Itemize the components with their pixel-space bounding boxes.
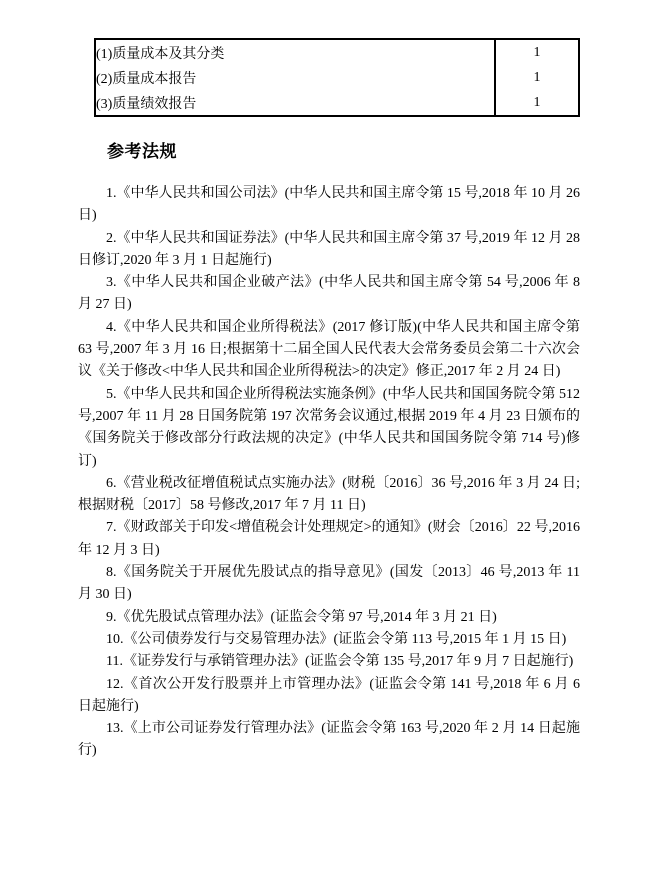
table-row: [95, 65, 579, 90]
regulation-item: 4.《中华人民共和国企业所得税法》(2017 修订版)(中华人民共和国主席令第 63 号,2007 年 3 月 16 日;根据第十二届全国人民代表大会常务委员会第二十六次会议《关于修改<中华人民共和国企业所得税法>的决定》修正,2017 年 2 月 24 日): [78, 319, 580, 380]
regulation-item: 9.《优先股试点管理办法》(证监会令第 97 号,2014 年 3 月 21 日): [106, 609, 497, 625]
table-cell-topic: (2)质量成本报告: [95, 65, 495, 90]
regulation-item: 2.《中华人民共和国证券法》(中华人民共和国主席令第 37 号,2019 年 12 月 28 日修订,2020 年 3 月 1 日起施行): [78, 230, 580, 268]
regulation-item: 7.《财政部关于印发<增值税会计处理规定>的通知》(财会〔2016〕22 号,2016 年 12 月 3 日): [78, 520, 580, 558]
regulation-item: 8.《国务院关于开展优先股试点的指导意见》(国发〔2013〕46 号,2013 年 11 月 30 日): [78, 565, 580, 603]
regulation-item: 12.《首次公开发行股票并上市管理办法》(证监会令第 141 号,2018 年 6 月 6 日起施行): [78, 676, 580, 714]
regulation-item: 13.《上市公司证券发行管理办法》(证监会令第 163 号,2020 年 2 月 14 日起施行): [78, 721, 580, 759]
table-cell-count: 1: [533, 44, 541, 60]
regulation-item: 1.《中华人民共和国公司法》(中华人民共和国主席令第 15 号,2018 年 10 月 26 日): [78, 186, 580, 224]
table-row: [95, 39, 579, 65]
table-row: [95, 90, 579, 116]
table-cell-count: 1: [533, 69, 541, 85]
table-cell-topic: (3)质量绩效报告: [95, 90, 495, 116]
regulation-item: 5.《中华人民共和国企业所得税法实施条例》(中华人民共和国国务院令第 512 号,2007 年 11 月 28 日国务院第 197 次常务会议通过,根据 2019 年 4 月 23 日颁布的《国务院关于修改部分行政法规的决定》(中华人民共和国国务院令第 714 号)修订): [78, 386, 580, 469]
regulation-item: 6.《营业税改征增值税试点实施办法》(财税〔2016〕36 号,2016 年 3 月 24 日;根据财税〔2017〕58 号修改,2017 年 7 月 11 日): [78, 475, 580, 514]
document-page: [78, 38, 580, 763]
section-heading: 参考法规: [107, 142, 177, 161]
table-cell-count: 1: [533, 94, 541, 110]
table-cell-topic: (1)质量成本及其分类: [95, 39, 495, 65]
content-table: [94, 38, 580, 117]
regulation-item: 11.《证券发行与承销管理办法》(证监会令第 135 号,2017 年 9 月 7 日起施行): [106, 654, 574, 670]
regulation-list: [78, 183, 580, 763]
regulation-item: 3.《中华人民共和国企业破产法》(中华人民共和国主席令第 54 号,2006 年 8 月 27 日): [78, 275, 580, 313]
regulation-item: 10.《公司债券发行与交易管理办法》(证监会令第 113 号,2015 年 1 月 15 日): [106, 631, 567, 647]
